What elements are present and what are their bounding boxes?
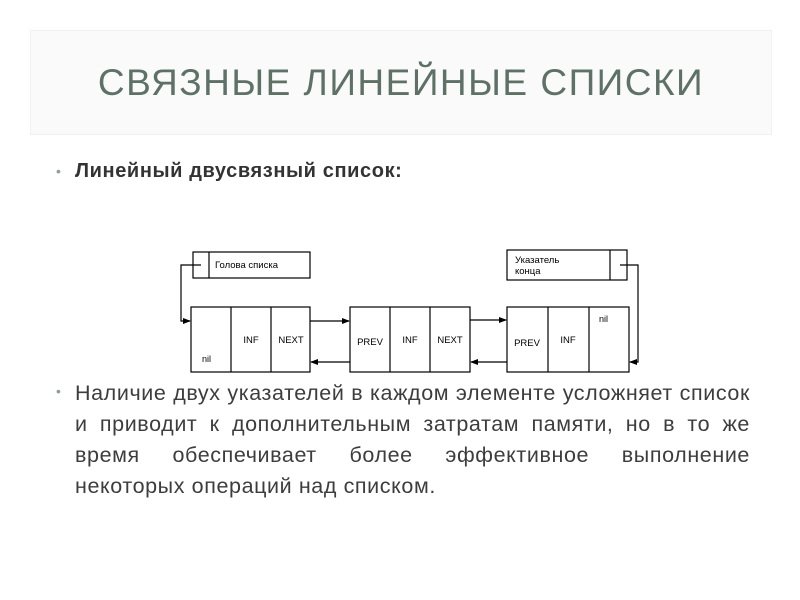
node3-inf-label: INF [560,335,576,346]
node1-nil-label: nil [202,354,212,364]
tail-pointer-label-line1: Указатель [515,255,560,266]
bullet-marker-2: • [56,383,61,399]
node1-next-label: NEXT [278,335,304,346]
node3-prev-label: PREV [514,338,540,349]
slide-paragraph: Наличие двух указателей в каждом элементе усложняет список и приводит к дополнительным затратам памяти, но в то же время обеспечивает более эффективное выполнение некоторых операций над списком. [75,381,750,498]
slide-title: СВЯЗНЫЕ ЛИНЕЙНЫЕ СПИСКИ [97,61,705,103]
bullet-marker: • [56,163,61,179]
list-node-3 [507,307,629,372]
list-node-2 [350,307,470,372]
node2-inf-label: INF [402,335,418,346]
node2-prev-label: PREV [357,337,383,348]
node2-next-label: NEXT [437,335,463,346]
tail-pointer-label-line2: конца [515,266,541,277]
list-node-1 [191,307,310,372]
tail-pointer-box [507,250,627,280]
node3-nil-label: nil [599,314,609,324]
head-pointer-label: Голова списка [215,260,278,271]
node1-inf-label: INF [243,335,259,346]
head-pointer-box [193,252,310,278]
slide-heading: Линейный двусвязный список: [75,160,403,182]
